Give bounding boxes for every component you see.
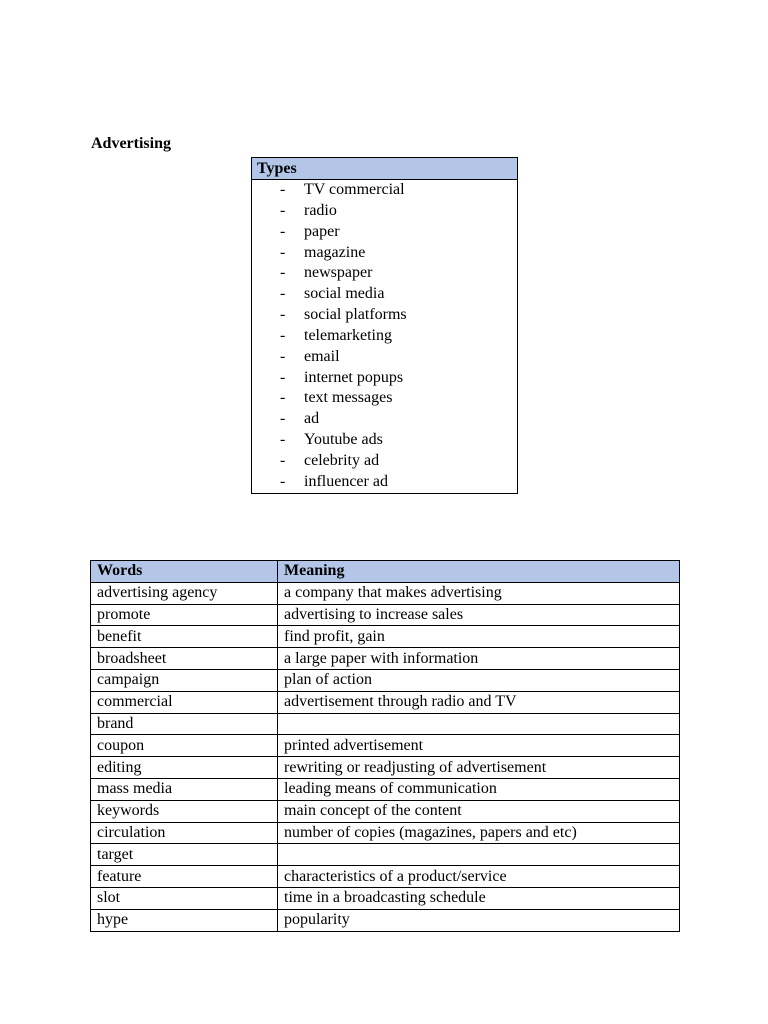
- table-row: [91, 626, 680, 648]
- word-cell: circulation: [91, 822, 278, 844]
- word-cell: broadsheet: [91, 648, 278, 670]
- meaning-cell: advertisement through radio and TV: [278, 691, 680, 713]
- bullet-dash: -: [280, 181, 286, 198]
- word-cell: keywords: [91, 800, 278, 822]
- types-list-item: [252, 430, 517, 451]
- types-list-item: [252, 326, 517, 347]
- meaning-cell: popularity: [278, 909, 680, 931]
- types-list-item: [252, 368, 517, 389]
- column-header-meaning: Meaning: [278, 561, 680, 583]
- types-item-label: Youtube ads: [304, 431, 383, 449]
- word-cell: slot: [91, 887, 278, 909]
- vocabulary-table: [90, 560, 680, 932]
- types-item-label: celebrity ad: [304, 451, 380, 469]
- vocabulary-header-row: [91, 561, 680, 583]
- types-list-item: [252, 243, 517, 264]
- column-header-words: Words: [91, 561, 278, 583]
- word-cell: brand: [91, 713, 278, 735]
- bullet-dash: -: [280, 347, 286, 365]
- types-list-item: [252, 263, 517, 284]
- bullet-dash: -: [280, 472, 286, 490]
- table-row: [91, 669, 680, 691]
- types-item-label: social media: [304, 285, 385, 303]
- bullet-dash: -: [280, 431, 286, 449]
- table-row: [91, 604, 680, 626]
- bullet-dash: -: [280, 264, 286, 282]
- types-list-item: [252, 180, 517, 201]
- types-item-label: radio: [304, 201, 337, 219]
- bullet-dash: -: [280, 389, 286, 407]
- types-header: Types: [252, 158, 517, 180]
- types-item-label: influencer ad: [304, 472, 388, 490]
- bullet-dash: -: [280, 201, 286, 219]
- types-item-label: text messages: [304, 389, 393, 407]
- meaning-cell: a large paper with information: [278, 648, 680, 670]
- meaning-cell: time in a broadcasting schedule: [278, 887, 680, 909]
- bullet-dash: -: [280, 326, 286, 344]
- meaning-cell: [278, 713, 680, 735]
- vocabulary-body: [91, 582, 680, 931]
- word-cell: editing: [91, 757, 278, 779]
- table-row: [91, 691, 680, 713]
- table-row: [91, 757, 680, 779]
- table-row: [91, 648, 680, 670]
- word-cell: benefit: [91, 626, 278, 648]
- types-item-label: ad: [304, 410, 320, 428]
- table-row: [91, 909, 680, 931]
- meaning-cell: rewriting or readjusting of advertisement: [278, 757, 680, 779]
- types-list-item: [252, 409, 517, 430]
- word-cell: target: [91, 844, 278, 866]
- table-row: [91, 778, 680, 800]
- bullet-dash: -: [280, 368, 286, 386]
- types-list: [252, 180, 517, 493]
- bullet-dash: -: [280, 243, 286, 261]
- types-list-item: [252, 201, 517, 222]
- types-item-label: social platforms: [304, 306, 407, 324]
- types-item-label: magazine: [304, 243, 366, 261]
- word-cell: hype: [91, 909, 278, 931]
- table-row: [91, 582, 680, 604]
- bullet-dash: -: [280, 410, 286, 428]
- types-list-item: [252, 388, 517, 409]
- table-row: [91, 844, 680, 866]
- word-cell: advertising agency: [91, 582, 278, 604]
- meaning-cell: a company that makes advertising: [278, 582, 680, 604]
- word-cell: coupon: [91, 735, 278, 757]
- types-item-label: TV commercial: [304, 181, 405, 198]
- types-list-item: [252, 284, 517, 305]
- types-list-item: [252, 222, 517, 243]
- types-list-item: [252, 451, 517, 472]
- word-cell: feature: [91, 866, 278, 888]
- meaning-cell: find profit, gain: [278, 626, 680, 648]
- table-row: [91, 866, 680, 888]
- table-row: [91, 887, 680, 909]
- types-item-label: paper: [304, 222, 340, 240]
- meaning-cell: main concept of the content: [278, 800, 680, 822]
- table-row: [91, 713, 680, 735]
- types-list-item: [252, 472, 517, 493]
- table-row: [91, 822, 680, 844]
- bullet-dash: -: [280, 285, 286, 303]
- table-row: [91, 735, 680, 757]
- types-item-label: newspaper: [304, 264, 373, 282]
- meaning-cell: printed advertisement: [278, 735, 680, 757]
- meaning-cell: number of copies (magazines, papers and etc): [278, 822, 680, 844]
- types-list-item: [252, 305, 517, 326]
- meaning-cell: characteristics of a product/service: [278, 866, 680, 888]
- word-cell: campaign: [91, 669, 278, 691]
- bullet-dash: -: [280, 451, 286, 469]
- table-row: [91, 800, 680, 822]
- word-cell: mass media: [91, 778, 278, 800]
- meaning-cell: plan of action: [278, 669, 680, 691]
- page-heading: Advertising: [91, 135, 171, 152]
- word-cell: commercial: [91, 691, 278, 713]
- meaning-cell: [278, 844, 680, 866]
- bullet-dash: -: [280, 306, 286, 324]
- word-cell: promote: [91, 604, 278, 626]
- types-item-label: internet popups: [304, 368, 404, 386]
- types-list-item: [252, 347, 517, 368]
- meaning-cell: leading means of communication: [278, 778, 680, 800]
- types-item-label: email: [304, 347, 340, 365]
- bullet-dash: -: [280, 222, 286, 240]
- types-item-label: telemarketing: [304, 326, 392, 344]
- types-table: [251, 157, 518, 494]
- meaning-cell: advertising to increase sales: [278, 604, 680, 626]
